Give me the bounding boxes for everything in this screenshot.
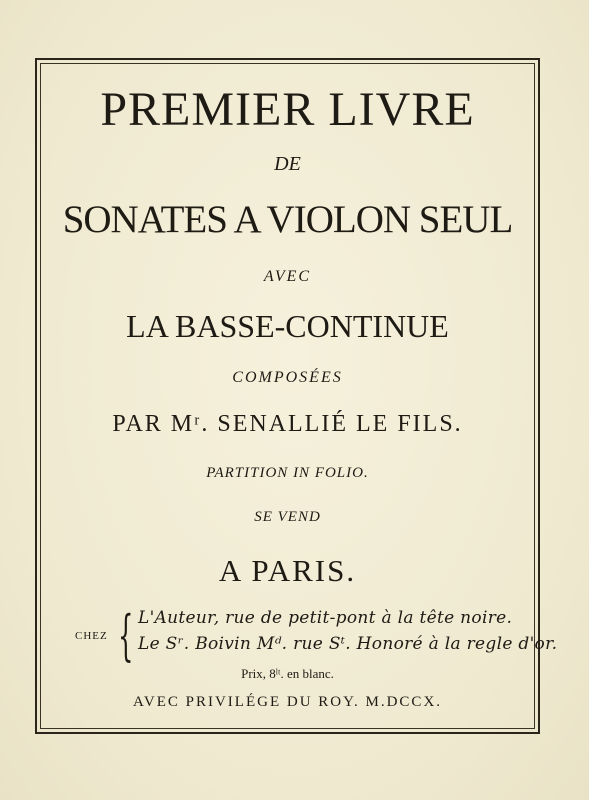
se-vend-line: SE VEND <box>254 509 321 525</box>
title-premier-livre: PREMIER LIVRE <box>100 83 475 136</box>
composer-line: PAR Mʳ. SENALLIÉ LE FILS. <box>112 411 463 437</box>
a-paris-line: A PARIS. <box>218 553 357 588</box>
brace-glyph: { <box>118 604 134 667</box>
price-line: Prix, 8ˡᵗ. en blanc. <box>241 666 334 681</box>
title-basse-continue: LA BASSE-CONTINUE <box>126 308 449 344</box>
privilege-line: AVEC PRIVILÉGE DU ROY. M.DCCX. <box>132 694 443 710</box>
title-avec: AVEC <box>263 268 312 285</box>
address-boivin: Le Sʳ. Boivin Mᵈ. rue Sᵗ. Honoré à la regle d'or. <box>138 634 558 654</box>
address-author: L'Auteur, rue de petit-pont à la tête noire. <box>138 608 513 628</box>
format-line: PARTITION IN FOLIO. <box>206 465 369 481</box>
title-de: DE <box>274 153 301 175</box>
chez-label: CHEZ <box>75 630 108 642</box>
title-composees: COMPOSÉES <box>232 369 343 386</box>
title-sonates: SONATES A VIOLON SEUL <box>62 198 513 241</box>
